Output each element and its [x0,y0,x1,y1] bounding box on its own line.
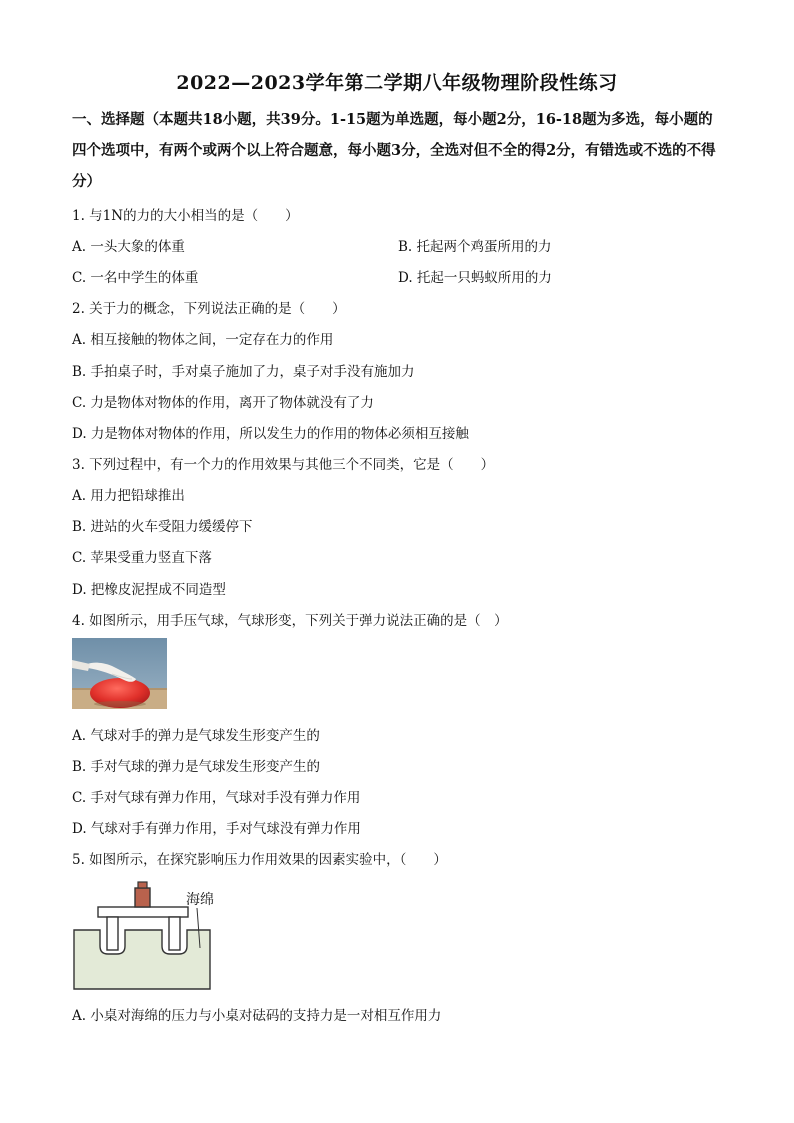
question-4-option-d: D. 气球对手有弹力作用，手对气球没有弹力作用 [72,821,361,837]
question-3-stem: 3. 下列过程中，有一个力的作用效果与其他三个不同类，它是（ ） [72,457,495,473]
question-1-stem: 1. 与1N的力的大小相当的是（ ） [72,208,299,224]
question-1-option-b: B. 托起两个鸡蛋所用的力 [398,239,552,255]
question-3-option-c: C. 苹果受重力竖直下落 [72,550,212,566]
question-3-option-b: B. 进站的火车受阻力缓缓停下 [72,519,253,535]
page-title: 2022—2023学年第二学期八年级物理阶段性练习 [176,72,618,94]
question-3-option-d: D. 把橡皮泥捏成不同造型 [72,582,226,598]
question-2-option-b: B. 手拍桌子时，手对桌子施加了力，桌子对手没有施加力 [72,364,415,380]
question-2-option-d: D. 力是物体对物体的作用，所以发生力的作用的物体必须相互接触 [72,426,469,442]
question-4-option-b: B. 手对气球的弹力是气球发生形变产生的 [72,759,321,775]
question-5-option-a: A. 小桌对海绵的压力与小桌对砝码的支持力是一对相互作用力 [72,1008,442,1024]
question-5-stem: 5. 如图所示，在探究影响压力作用效果的因素实验中，（ ） [72,852,447,868]
question-1-option-d: D. 托起一只蚂蚁所用的力 [398,270,552,286]
table-on-sponge-diagram [72,878,222,993]
sponge-label: 海绵 [186,892,214,908]
question-1-option-a: A. 一头大象的体重 [72,239,185,255]
question-3-option-a: A. 用力把铅球推出 [72,488,185,504]
question-1-option-c: C. 一名中学生的体重 [72,270,199,286]
hand-pressing-balloon-photo [72,638,167,709]
section-heading: 一、选择题（本题共18小题，共39分。1-15题为单选题，每小题2分，16-18题为多选，每小题的四个选项中，有两个或两个以上符合题意，每小题3分，全选对但不全的得2分，有错选或不选的不得分） [72,111,716,190]
question-4-option-a: A. 气球对手的弹力是气球发生形变产生的 [72,728,320,744]
question-2-option-a: A. 相互接触的物体之间，一定存在力的作用 [72,332,334,348]
question-2-stem: 2. 关于力的概念，下列说法正确的是（ ） [72,301,346,317]
question-4-stem: 4. 如图所示，用手压气球，气球形变，下列关于弹力说法正确的是（ ） [72,613,508,629]
question-2-option-c: C. 力是物体对物体的作用，离开了物体就没有了力 [72,395,374,411]
question-4-option-c: C. 手对气球有弹力作用，气球对手没有弹力作用 [72,790,361,806]
